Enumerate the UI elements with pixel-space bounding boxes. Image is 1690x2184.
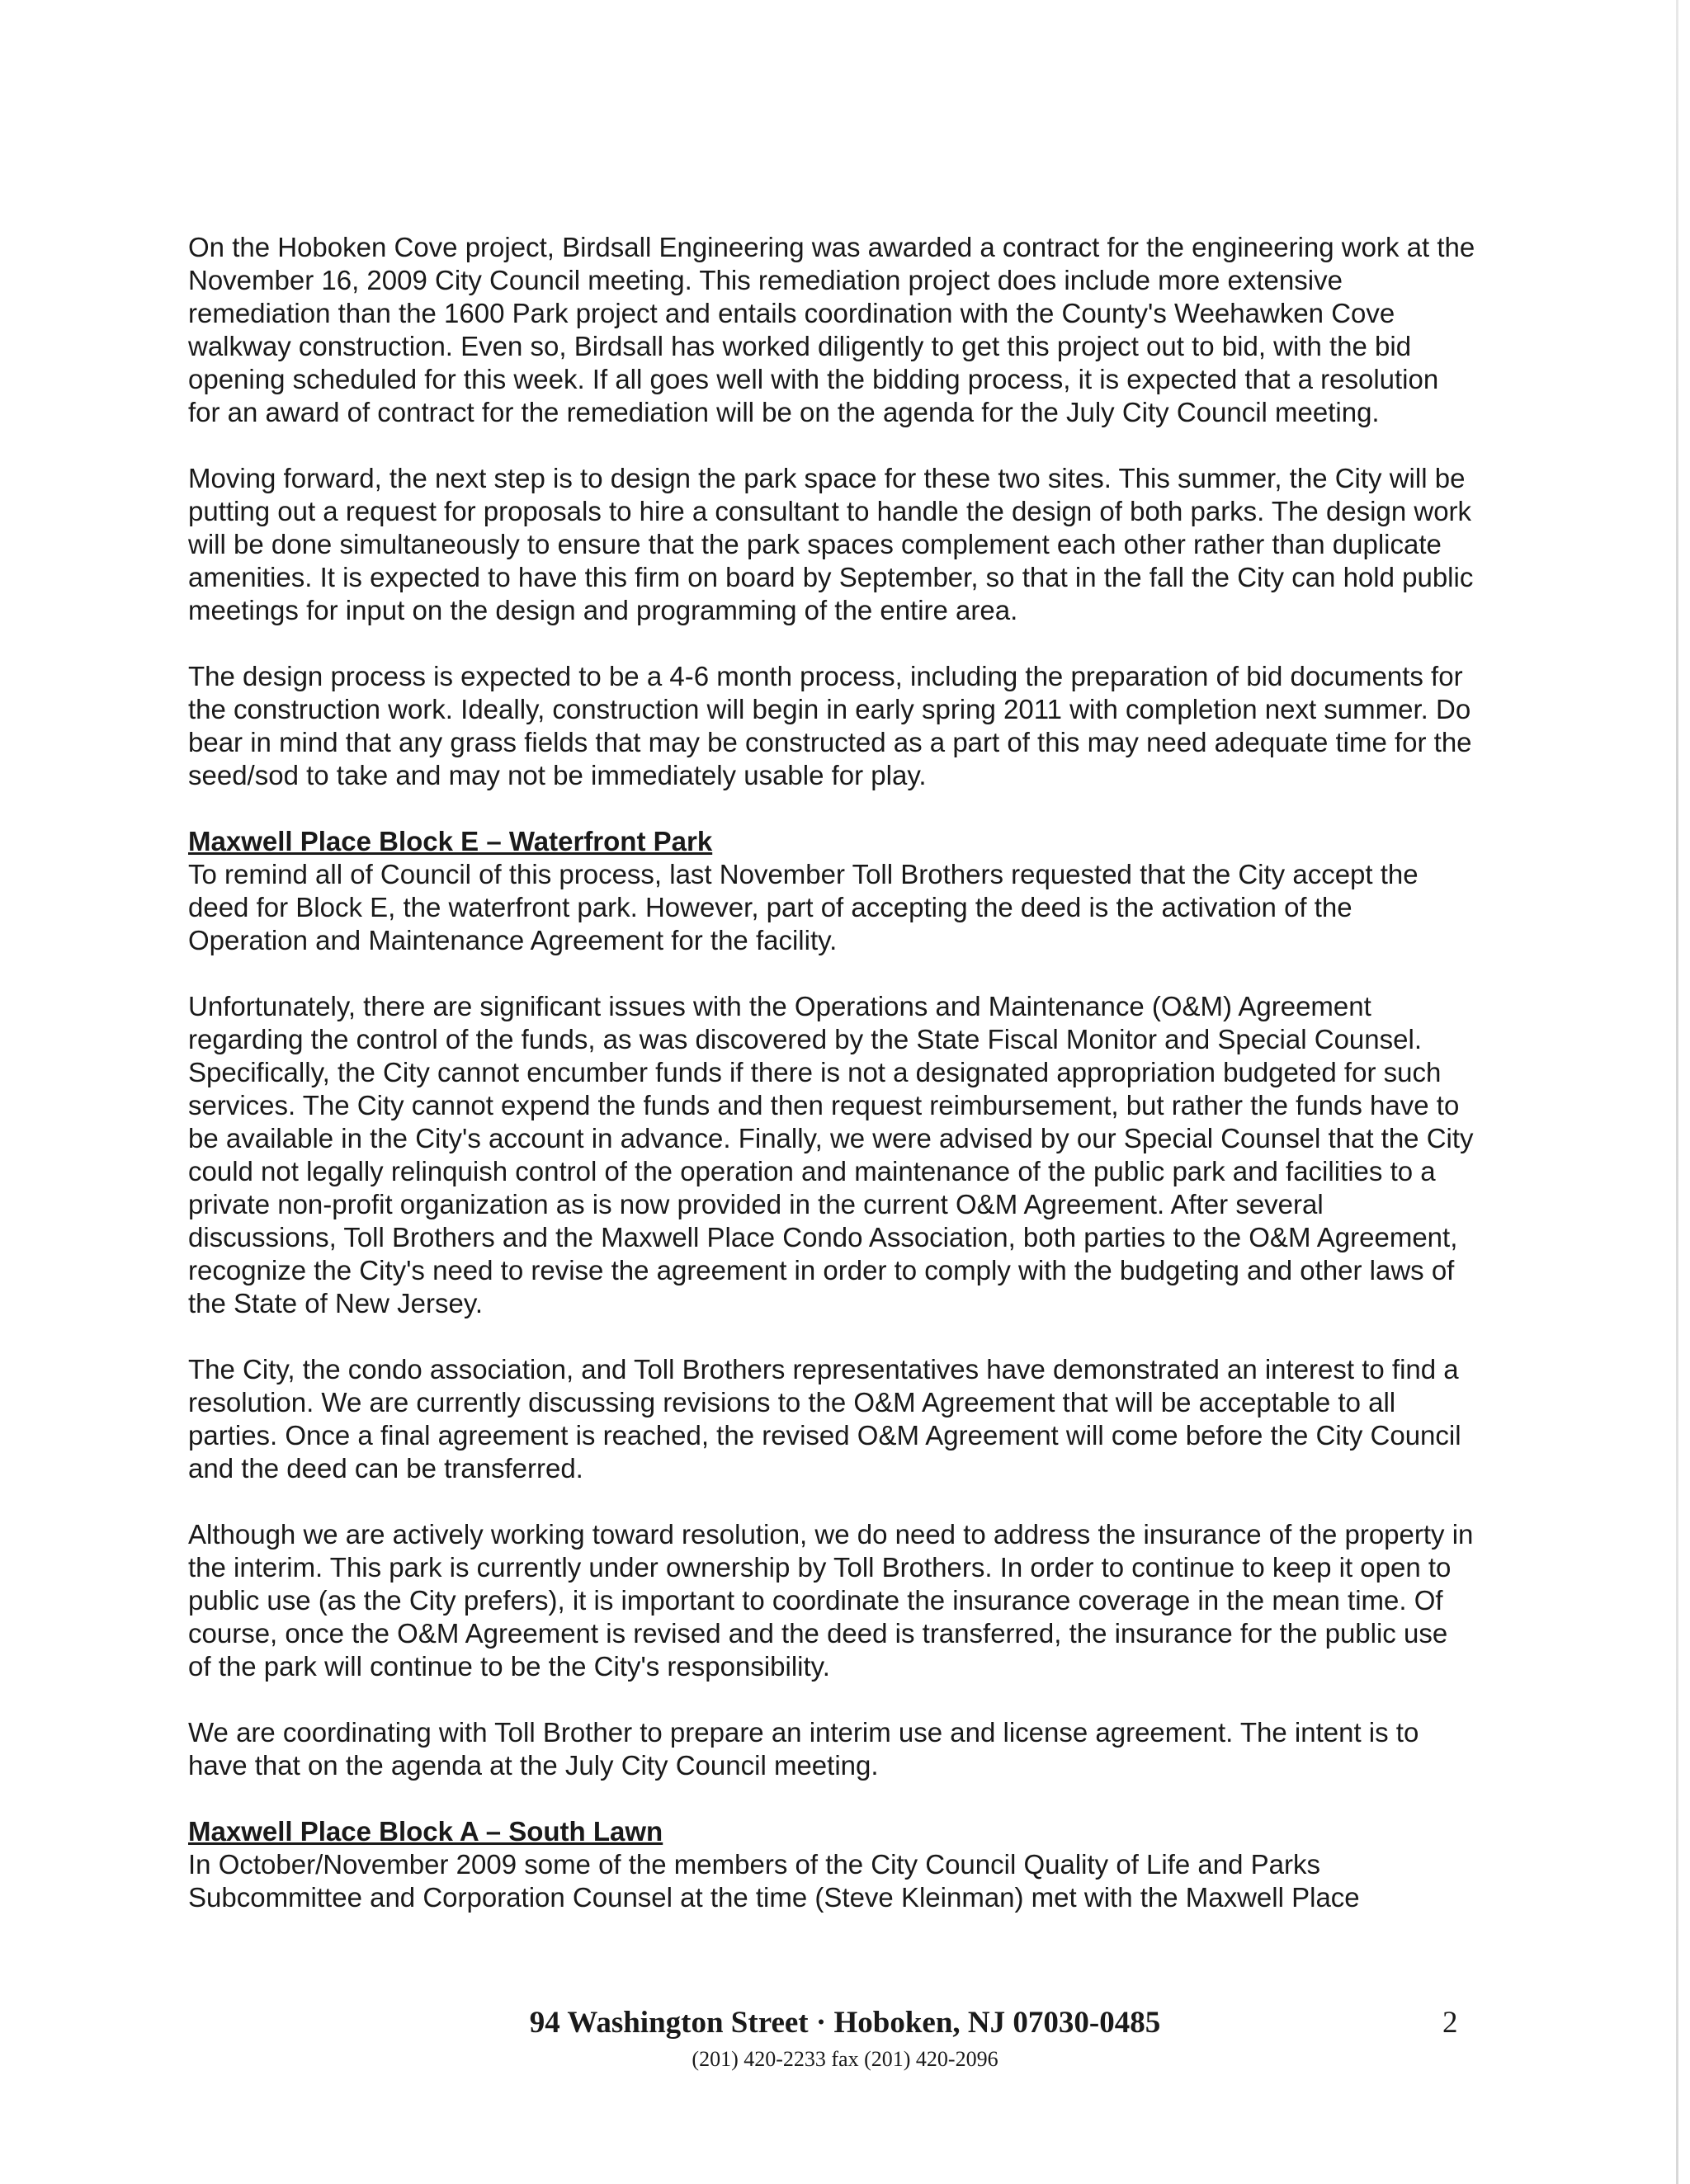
section-block-e (188, 825, 1475, 957)
paragraph-moving-forward: Moving forward, the next step is to design the park space for these two sites. This summer, the City will be putting out a request for proposals to hire a consultant to handle the design of both parks. The design work will be done simultaneously to ensure that the park spaces complement each other rather than duplicate amenities. It is expected to have this firm on board by September, so that in the fall the City can hold public meetings for input on the design and programming of the entire area. (188, 463, 1474, 625)
paragraph-om-issues: Unfortunately, there are significant issues with the Operations and Maintenance (O&M) Agreement regarding the control of the funds, as was discovered by the State Fiscal Monitor and Special Counsel. Specifically, the City cannot encumber funds if there is not a designated appropriation budgeted for such services. The City cannot expend the funds and then request reimbursement, but rather the funds have to be available in the City's account in advance. Finally, we were advised by our Special Counsel that the City could not legally relinquish control of the operation and maintenance of the public park and facilities to a private non-profit organization as is now provided in the current O&M Agreement. After several discussions, Toll Brothers and the Maxwell Place Condo Association, both parties to the O&M Agreement, recognize the City's need to revise the agreement in order to comply with the budgeting and other laws of the State of New Jersey. (188, 991, 1474, 1318)
paragraph-resolution-interest: The City, the condo association, and Toll Brothers representatives have demonstrated an interest to find a resolution. We are currently discussing revisions to the O&M Agreement that will be acceptable to all parties. Once a final agreement is reached, the revised O&M Agreement will come before the City Council and the deed can be transferred. (188, 1354, 1461, 1484)
memo-body (188, 231, 1475, 1947)
paragraph-south-lawn: In October/November 2009 some of the members of the City Council Quality of Life and Parks Subcommittee and Corporation Counsel at the time (Steve Kleinman) met with the Maxwell Place (188, 1849, 1360, 1913)
paragraph-interim-license: We are coordinating with Toll Brother to prepare an interim use and license agreement. The intent is to have that on the agenda at the July City Council meeting. (188, 1717, 1419, 1781)
section-heading-block-e: Maxwell Place Block E – Waterfront Park (188, 826, 713, 856)
paragraph-remind-council: To remind all of Council of this process, last November Toll Brothers requested that the City accept the deed for Block E, the waterfront park. However, part of accepting the deed is the activation of the Operation and Maintenance Agreement for the facility. (188, 859, 1419, 955)
section-heading-block-a: Maxwell Place Block A – South Lawn (188, 1816, 663, 1847)
scan-edge-shadow (1676, 0, 1678, 2184)
footer-address: 94 Washington Street · Hoboken, NJ 07030-0485 (529, 2006, 1161, 2040)
page-number: 2 (1442, 2006, 1458, 2040)
paragraph-design-process: The design process is expected to be a 4-6 month process, including the preparation of bid documents for the construction work. Ideally, construction will begin in early spring 2011 with completion next summer. Do bear in mind that any grass fields that may be constructed as a part of this may need adequate time for the seed/sod to take and may not be immediately usable for play. (188, 661, 1472, 790)
section-block-a (188, 1815, 1475, 1914)
footer-phone-fax: (201) 420-2233 fax (201) 420-2096 (692, 2047, 998, 2071)
paragraph-insurance: Although we are actively working toward resolution, we do need to address the insurance of the property in the interim. This park is currently under ownership by Toll Brothers. In order to continue to keep it open to public use (as the City prefers), it is important to coordinate the insurance coverage in the mean time. Of course, once the O&M Agreement is revised and the deed is transferred, the insurance for the public use of the park will continue to be the City's responsibility. (188, 1519, 1474, 1682)
paragraph-hoboken-cove: On the Hoboken Cove project, Birdsall Engineering was awarded a contract for the engineering work at the November 16, 2009 City Council meeting. This remediation project does include more extensive remediation than the 1600 Park project and entails coordination with the County's Weehawken Cove walkway construction. Even so, Birdsall has worked diligently to get this project out to bid, with the bid opening scheduled for this week. If all goes well with the bidding process, it is expected that a resolution for an award of contract for the remediation will be on the agenda for the July City Council meeting. (188, 232, 1475, 427)
